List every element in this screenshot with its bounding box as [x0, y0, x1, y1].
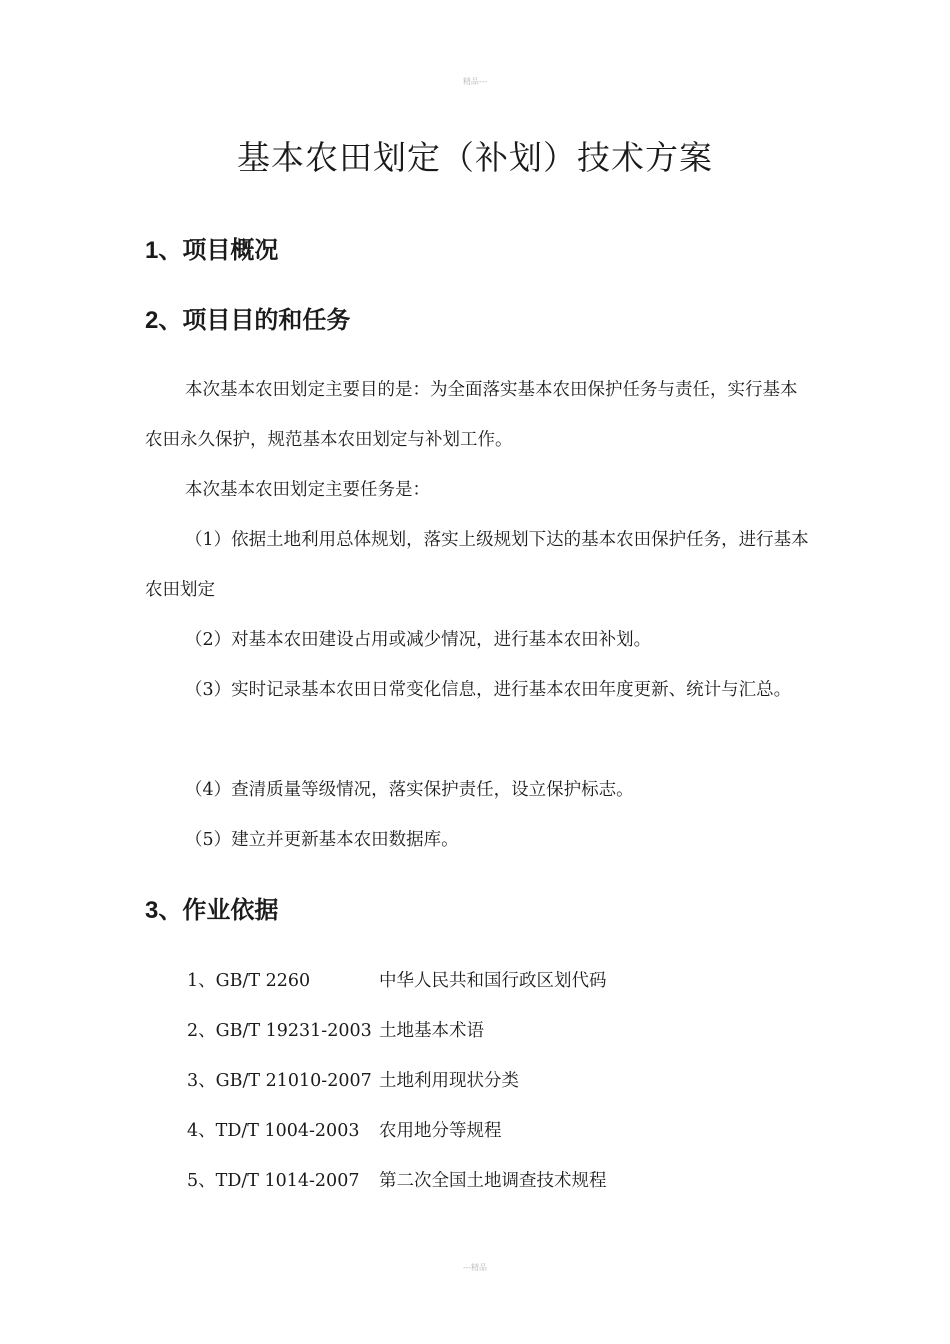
standard-name: 土地基本术语: [379, 1021, 484, 1041]
paragraph-task-2: （2）对基本农田建设占用或减少情况，进行基本农田补划。: [185, 630, 652, 650]
standard-name: 土地利用现状分类: [379, 1071, 519, 1091]
document-title: 基本农田划定（补划）技术方案: [237, 138, 713, 177]
standard-code: 4、TD/T 1004-2003: [187, 1121, 360, 1141]
section-heading-3: [145, 890, 278, 925]
standard-name: 农用地分等规程: [379, 1121, 502, 1141]
standard-item: [187, 967, 607, 992]
standard-name: 第二次全国土地调查技术规程: [379, 1171, 607, 1191]
standard-name: 中华人民共和国行政区划代码: [379, 971, 607, 991]
standard-code: 2、GB/T 19231-2003: [187, 1021, 372, 1041]
paragraph-task-4: （4）查清质量等级情况，落实保护责任，设立保护标志。: [185, 780, 634, 800]
standard-item: [187, 1067, 519, 1092]
paragraph-task-1: （1）依据土地利用总体规划，落实上级规划下达的基本农田保护任务，进行基本农田划定: [145, 530, 809, 600]
standard-code: 5、TD/T 1014-2007: [187, 1171, 360, 1191]
paragraph-task-3: （3）实时记录基本农田日常变化信息，进行基本农田年度更新、统计与汇总。: [185, 680, 792, 700]
section-separator: 、: [158, 235, 183, 264]
footer-watermark: ---精品: [462, 1263, 488, 1272]
section-heading-1: [145, 230, 278, 265]
section-number: 1: [145, 237, 159, 264]
header-watermark: 精品---: [462, 77, 488, 86]
standard-item: [187, 1167, 607, 1192]
paragraph-purpose: 本次基本农田划定主要目的是：为全面落实基本农田保护任务与责任，实行基本农田永久保护，规范基本农田划定与补划工作。: [145, 380, 798, 450]
paragraph-tasks-intro: 本次基本农田划定主要任务是：: [185, 480, 430, 500]
section-number: 2: [145, 307, 159, 334]
section-separator: 、: [158, 305, 183, 334]
section-title: 作业依据: [182, 895, 279, 924]
paragraph-task-5: （5）建立并更新基本农田数据库。: [185, 830, 459, 850]
section-separator: 、: [158, 895, 183, 924]
section-title: 项目概况: [182, 235, 279, 264]
section-number: 3: [145, 897, 159, 924]
standard-code: 3、GB/T 21010-2007: [187, 1071, 372, 1091]
standard-item: [187, 1017, 484, 1042]
standard-code: 1、GB/T 2260: [187, 971, 311, 991]
section-title: 项目目的和任务: [182, 305, 351, 334]
section-heading-2: [145, 300, 350, 335]
standard-item: [187, 1117, 502, 1142]
